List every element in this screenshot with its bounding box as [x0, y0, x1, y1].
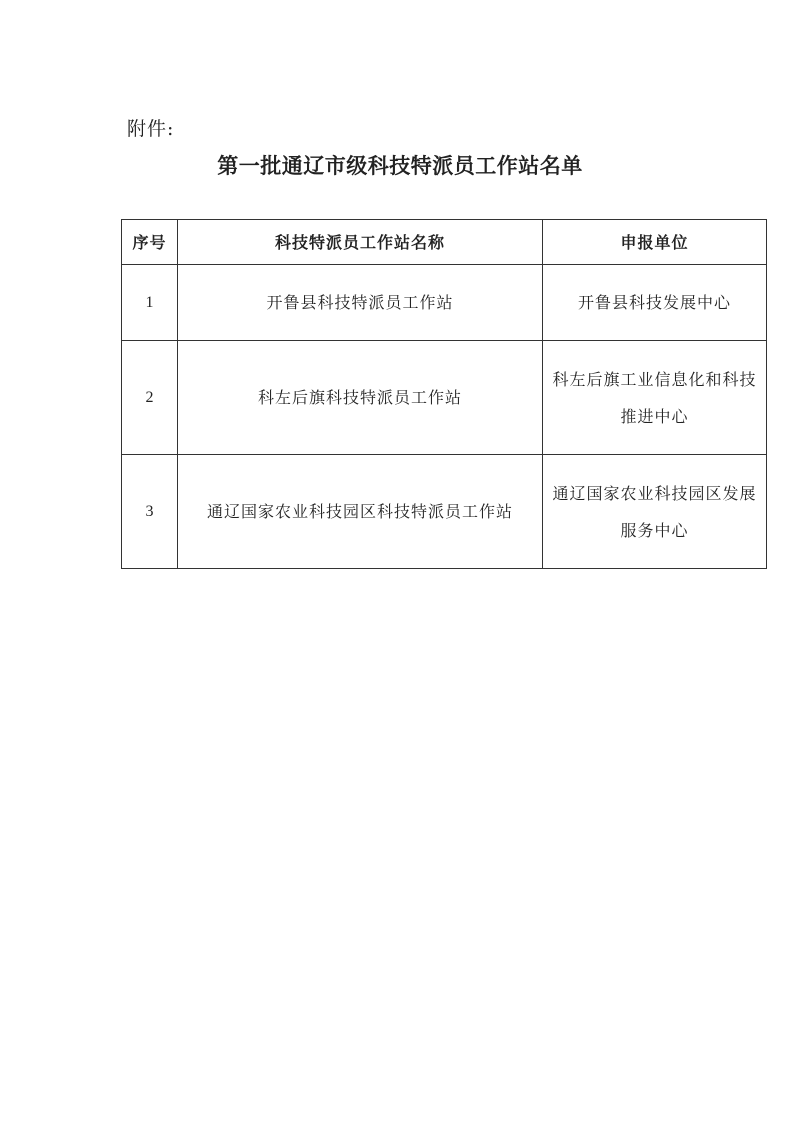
table-row — [122, 265, 767, 341]
row-applicant-unit: 科左后旗工业信息化和科技推进中心 — [543, 341, 767, 455]
row-applicant-unit: 通辽国家农业科技园区发展服务中心 — [543, 455, 767, 569]
row-index: 1 — [122, 265, 178, 341]
row-station-name: 开鲁县科技特派员工作站 — [178, 265, 543, 341]
row-station-name: 科左后旗科技特派员工作站 — [178, 341, 543, 455]
table-header-row — [122, 220, 767, 265]
header-station-name: 科技特派员工作站名称 — [178, 220, 543, 265]
row-index: 2 — [122, 341, 178, 455]
table-row — [122, 341, 767, 455]
station-list-table — [121, 219, 767, 569]
row-applicant-unit: 开鲁县科技发展中心 — [543, 265, 767, 341]
row-index: 3 — [122, 455, 178, 569]
header-applicant-unit: 申报单位 — [543, 220, 767, 265]
row-station-name: 通辽国家农业科技园区科技特派员工作站 — [178, 455, 543, 569]
header-index: 序号 — [122, 220, 178, 265]
table-row — [122, 455, 767, 569]
attachment-label: 附件: — [127, 118, 175, 140]
document-title: 第一批通辽市级科技特派员工作站名单 — [217, 153, 583, 178]
